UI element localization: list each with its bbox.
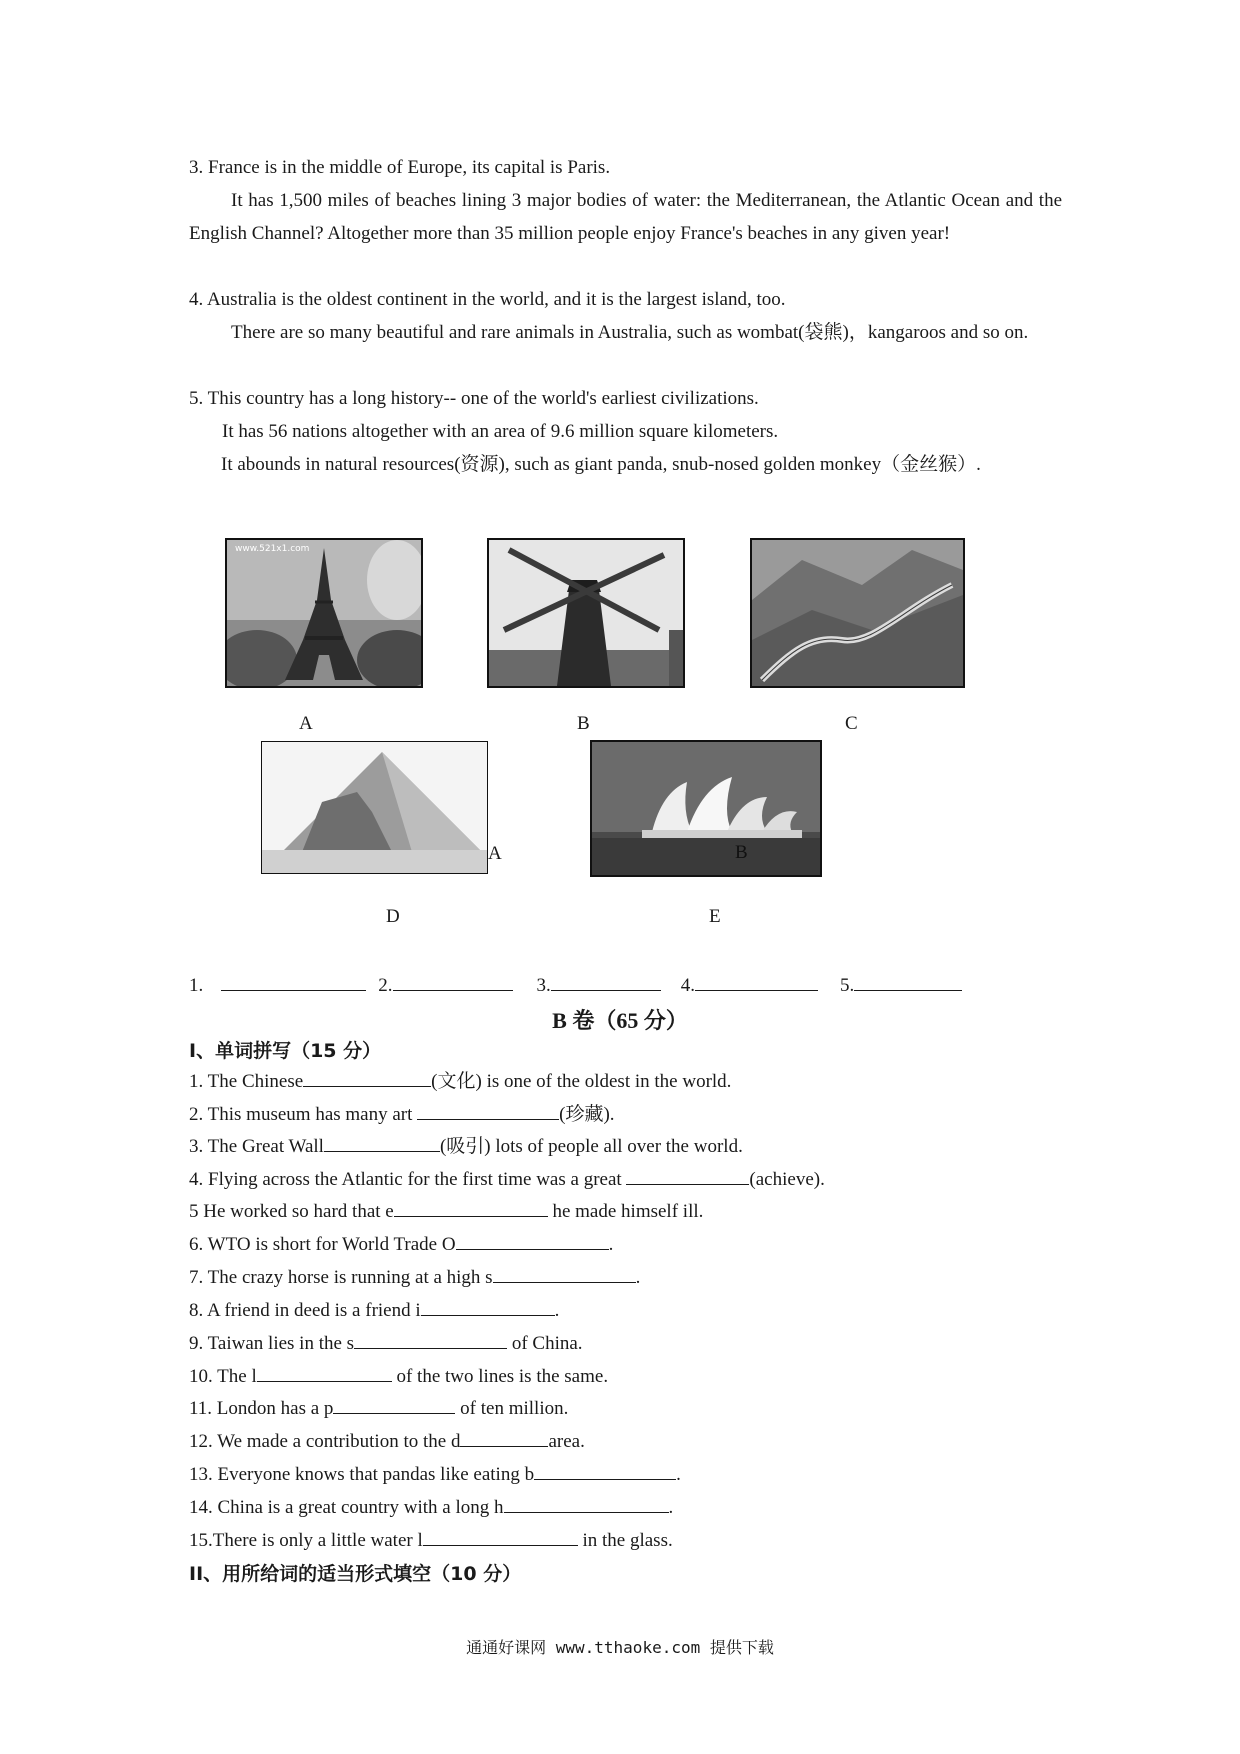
item-text-after: of the two lines is the same. bbox=[391, 1366, 609, 1387]
passage-4-heading: 4. Australia is the oldest continent in the world, and it is the largest island, too. bbox=[189, 289, 786, 310]
item-text-after: of China. bbox=[507, 1333, 583, 1354]
item-text-before: 2. This museum has many art bbox=[189, 1104, 418, 1125]
spelling-item-3 bbox=[189, 1133, 743, 1159]
passage-5-text: It abounds in natural resources(资源), such as giant panda, snub-nosed golden monkey（金丝猴）. bbox=[221, 454, 981, 475]
spelling-item-7 bbox=[189, 1264, 640, 1290]
spelling-blank-7[interactable] bbox=[493, 1264, 636, 1283]
part-1-title: I、单词拼写（15 分） bbox=[189, 1040, 382, 1062]
item-text-before: 8. A friend in deed is a friend i bbox=[189, 1300, 421, 1321]
item-text-after: (吸引) lots of people all over the world. bbox=[439, 1136, 743, 1157]
item-text-before: 14. China is a great country with a long h bbox=[189, 1497, 504, 1518]
item-text-after: . bbox=[608, 1234, 614, 1255]
spelling-item-11 bbox=[189, 1395, 568, 1421]
spelling-item-14 bbox=[189, 1494, 673, 1520]
part-2-title: II、用所给词的适当形式填空（10 分） bbox=[189, 1563, 522, 1585]
passage-4-body bbox=[189, 316, 1062, 349]
spelling-blank-2[interactable] bbox=[417, 1101, 559, 1120]
answer-number-5: 5. bbox=[840, 975, 855, 996]
item-text-after: . bbox=[554, 1300, 560, 1321]
item-text-after: (文化) is one of the oldest in the world. bbox=[431, 1071, 732, 1092]
answer-blank-5[interactable] bbox=[854, 972, 962, 991]
spelling-blank-13[interactable] bbox=[534, 1461, 676, 1480]
answer-number-4: 4. bbox=[680, 975, 695, 996]
picture-d-pyramid-sphinx bbox=[261, 741, 488, 874]
spelling-item-2 bbox=[189, 1101, 615, 1127]
item-text-after: . bbox=[676, 1464, 681, 1485]
spelling-blank-10[interactable] bbox=[257, 1363, 392, 1382]
spelling-blank-12[interactable] bbox=[460, 1428, 548, 1447]
section-b-title: B 卷（65 分） bbox=[552, 1008, 688, 1033]
spelling-blank-6[interactable] bbox=[456, 1231, 609, 1250]
spelling-blank-3[interactable] bbox=[324, 1133, 440, 1152]
spelling-item-8 bbox=[189, 1297, 559, 1323]
spelling-item-9 bbox=[189, 1330, 583, 1356]
spelling-item-1 bbox=[189, 1068, 731, 1094]
item-text-before: 3. The Great Wall bbox=[189, 1136, 324, 1157]
passage-3-text: It has 1,500 miles of beaches lining 3 major bodies of water: the Mediterranean, the Atlantic Ocean and the English Channel? Altogether more than 35 million people enjoy France's beaches in any given year! bbox=[189, 190, 1062, 244]
spelling-blank-1[interactable] bbox=[303, 1068, 431, 1087]
spelling-item-5 bbox=[189, 1198, 703, 1224]
spelling-item-13 bbox=[189, 1461, 681, 1487]
item-text-after: of ten million. bbox=[455, 1398, 569, 1419]
item-text-after: area. bbox=[548, 1431, 585, 1452]
passage-3-heading: 3. France is in the middle of Europe, its capital is Paris. bbox=[189, 157, 611, 178]
picture-a-eiffel-tower bbox=[225, 538, 423, 688]
picture-label-c: C bbox=[845, 713, 858, 734]
answer-blank-3[interactable] bbox=[551, 972, 661, 991]
item-text-before: 15.There is only a little water l bbox=[189, 1530, 423, 1551]
answer-number-3: 3. bbox=[536, 975, 551, 996]
item-text-before: 7. The crazy horse is running at a high s bbox=[189, 1267, 493, 1288]
passage-4-text: There are so many beautiful and rare animals in Australia, such as wombat(袋熊)，kangaroos and so on. bbox=[231, 322, 1029, 343]
spelling-blank-8[interactable] bbox=[421, 1297, 555, 1316]
spelling-item-10 bbox=[189, 1363, 608, 1389]
picture-label-b: B bbox=[577, 713, 590, 734]
passage-5-heading: 5. This country has a long history-- one of the world's earliest civilizations. bbox=[189, 388, 759, 409]
picture-e-stray-letter: B bbox=[735, 842, 748, 863]
item-text-before: 12. We made a contribution to the d bbox=[189, 1431, 461, 1452]
page-footer: 通通好课网 www.tthaoke.com 提供下载 bbox=[466, 1638, 774, 1657]
item-text-after: . bbox=[668, 1497, 674, 1518]
item-text-before: 4. Flying across the Atlantic for the first time was a great bbox=[189, 1169, 627, 1190]
spelling-blank-9[interactable] bbox=[354, 1330, 507, 1349]
item-text-before: 10. The l bbox=[189, 1366, 257, 1387]
picture-label-a: A bbox=[299, 713, 313, 734]
spelling-blank-4[interactable] bbox=[626, 1166, 749, 1185]
item-text-after: . bbox=[635, 1267, 641, 1288]
picture-label-e: E bbox=[709, 906, 721, 927]
item-text-after: he made himself ill. bbox=[547, 1201, 704, 1222]
picture-c-great-wall bbox=[750, 538, 965, 688]
picture-d-stray-letter: A bbox=[488, 843, 502, 864]
picture-b-windmill bbox=[487, 538, 685, 688]
answer-row bbox=[189, 972, 962, 998]
watermark-text: www.521x1.com bbox=[235, 544, 310, 554]
answer-blank-1[interactable] bbox=[221, 972, 366, 991]
answer-number-2: 2. bbox=[378, 975, 393, 996]
answer-number-1: 1. bbox=[189, 975, 204, 996]
picture-label-d: D bbox=[386, 906, 400, 927]
item-text-before: 6. WTO is short for World Trade O bbox=[189, 1234, 456, 1255]
item-text-before: 9. Taiwan lies in the s bbox=[189, 1333, 355, 1354]
item-text-before: 11. London has a p bbox=[189, 1398, 334, 1419]
answer-blank-2[interactable] bbox=[393, 972, 513, 991]
item-text-after: (珍藏). bbox=[559, 1104, 615, 1125]
passage-5-line-2: It has 56 nations altogether with an area of 9.6 million square kilometers. bbox=[222, 421, 779, 442]
item-text-before: 5 He worked so hard that e bbox=[189, 1201, 394, 1222]
spelling-blank-14[interactable] bbox=[504, 1494, 669, 1513]
picture-e-sydney-opera-house bbox=[590, 740, 822, 877]
spelling-item-4 bbox=[189, 1166, 825, 1192]
spelling-blank-15[interactable] bbox=[423, 1527, 578, 1546]
item-text-after: (achieve). bbox=[749, 1169, 825, 1190]
spelling-item-15 bbox=[189, 1527, 673, 1553]
answer-blank-4[interactable] bbox=[695, 972, 818, 991]
spelling-blank-11[interactable] bbox=[333, 1395, 455, 1414]
spelling-item-12 bbox=[189, 1428, 585, 1454]
passage-3-body bbox=[189, 184, 1062, 250]
spelling-item-6 bbox=[189, 1231, 613, 1257]
item-text-before: 1. The Chinese bbox=[189, 1071, 304, 1092]
item-text-before: 13. Everyone knows that pandas like eating b bbox=[189, 1464, 535, 1485]
item-text-after: in the glass. bbox=[577, 1530, 673, 1551]
spelling-blank-5[interactable] bbox=[394, 1198, 548, 1217]
passage-5-line-3 bbox=[189, 448, 1062, 481]
